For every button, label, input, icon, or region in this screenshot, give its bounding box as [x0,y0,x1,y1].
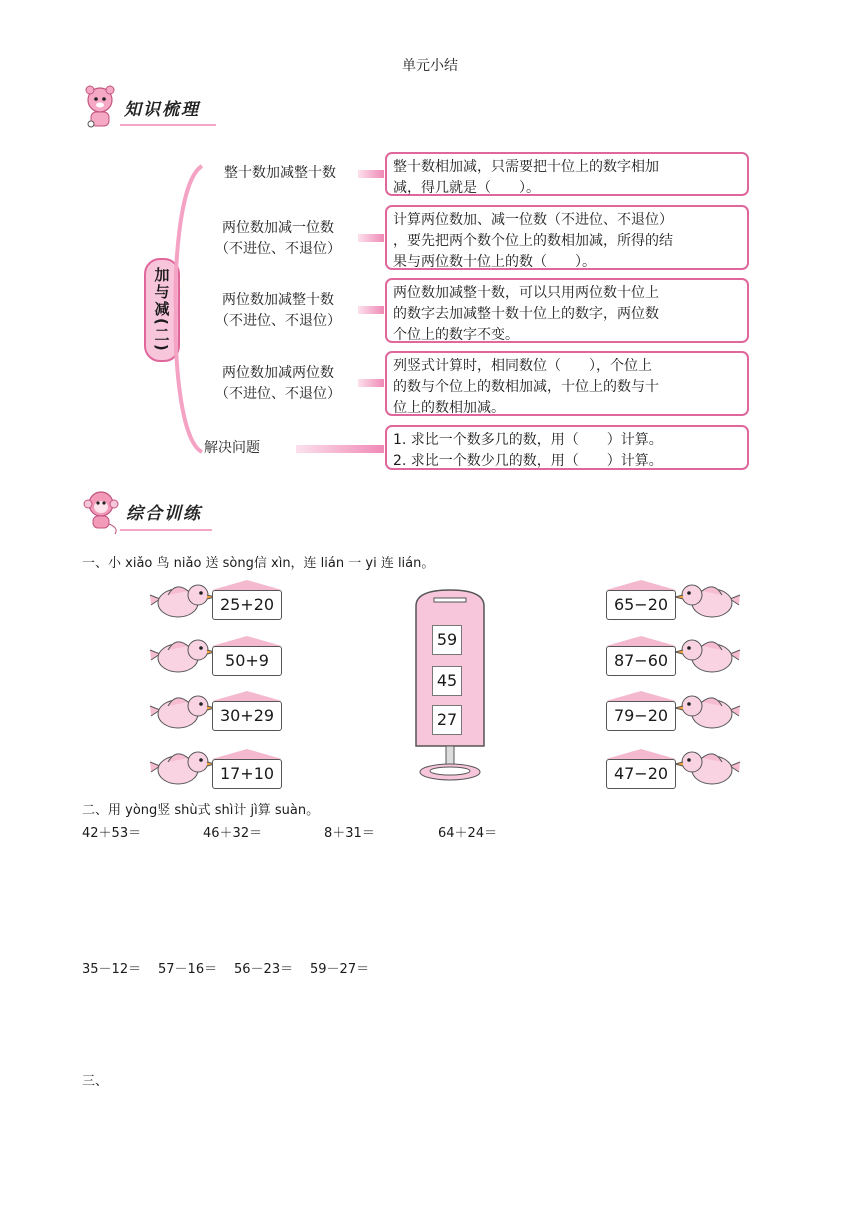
expression-card: 65−20 [606,590,676,620]
page-title: 单元小结 [402,58,458,74]
topic-line: 两位数加减两位数 [222,365,334,381]
connector-arrow [358,234,384,242]
box-line: 减，得几就是（ ）。 [393,180,540,196]
mailbox-number[interactable]: 27 [432,705,462,735]
expression-card: 87−60 [606,646,676,676]
mindmap-content-box [385,278,749,343]
topic-line: （不进位、不退位） [215,241,341,257]
bird-icon [674,575,744,623]
calc-expression: 46＋32＝ [203,826,263,841]
right-card-3[interactable] [606,691,676,731]
bird-left-3 [146,686,216,738]
mailbox-number[interactable]: 45 [432,666,462,696]
topic-line: 解决问题 [204,440,260,456]
mindmap-topic [204,163,356,184]
mindmap-content-box [385,152,749,196]
bird-right-1 [674,575,744,627]
topic-line: 两位数加减一位数 [222,220,334,236]
calc-expression: 35－12＝ [82,962,142,977]
bird-right-2 [674,630,744,682]
box-line: ，要先把两个数个位上的数相加减，所得的结 [393,233,673,249]
box-line: 位上的数相加减。 [393,400,505,416]
section-label: 综合训练 [126,503,202,524]
calc-expression: 42＋53＝ [82,826,142,841]
expression-card: 25+20 [212,590,282,620]
mindmap-content-box [385,205,749,270]
box-line: 个位上的数字不变。 [393,327,519,343]
bird-icon [146,686,216,734]
expression-card: 50+9 [212,646,282,676]
left-card-1[interactable] [212,580,282,620]
calc-expression: 56－23＝ [234,962,294,977]
section-underline [120,529,212,531]
connector-arrow [358,379,384,387]
bird-icon [674,630,744,678]
mindmap-topic [200,363,356,405]
box-line: 的数字去加减整十数十位上的数字，两位数 [393,306,659,322]
mindmap-topic [200,290,356,332]
calc-expression: 59－27＝ [310,962,370,977]
monkey-mascot-icon [80,488,122,534]
mindmap-topic [204,438,284,459]
box-line: 的数与个位上的数相加减，十位上的数与十 [393,379,659,395]
connector-arrow [358,306,384,314]
topic-line: 两位数加减整十数 [222,292,334,308]
question-2-text: 二、用 yòng竖 shù式 shì计 jì算 suàn。 [82,803,320,818]
mindmap-root: 加与减(二) [144,258,180,362]
mindmap-content-box [385,351,749,416]
right-card-4[interactable] [606,749,676,789]
mindmap-content-box [385,425,749,470]
bird-right-3 [674,686,744,738]
box-line: 1. 求比一个数多几的数，用（ ）计算。 [393,432,663,448]
connector-arrow [358,170,384,178]
topic-line: （不进位、不退位） [215,313,341,329]
expression-card: 79−20 [606,701,676,731]
bird-icon [146,742,216,790]
box-line: 列竖式计算时，相同数位（ ），个位上 [393,358,652,374]
bird-left-1 [146,575,216,627]
section-underline [120,124,216,126]
calc-expression: 64＋24＝ [438,826,498,841]
bird-left-2 [146,630,216,682]
right-card-2[interactable] [606,636,676,676]
connector-arrow [296,445,384,453]
bird-left-4 [146,742,216,794]
expression-card: 17+10 [212,759,282,789]
bear-mascot-icon [80,84,120,130]
bird-icon [674,742,744,790]
right-card-1[interactable] [606,580,676,620]
question-1-text: 一、小 xiǎo 鸟 niǎo 送 sòng信 xìn，连 lián 一 yi 连 lián。 [82,556,435,571]
bird-right-4 [674,742,744,794]
question-3-text: 三、 [82,1074,109,1089]
box-line: 计算两位数加、减一位数（不进位、不退位） [393,212,673,228]
box-line: 两位数加减整十数，可以只用两位数十位上 [393,285,659,301]
left-card-4[interactable] [212,749,282,789]
calc-expression: 8＋31＝ [324,826,375,841]
topic-line: 整十数加减整十数 [224,165,336,181]
calc-expression: 57－16＝ [158,962,218,977]
expression-card: 47−20 [606,759,676,789]
mindmap-topic [200,218,356,260]
box-line: 果与两位数十位上的数（ ）。 [393,254,596,270]
section-label: 知识梳理 [124,99,200,120]
bird-icon [146,575,216,623]
topic-line: （不进位、不退位） [215,386,341,402]
mailbox-number[interactable]: 59 [432,625,462,655]
bird-icon [146,630,216,678]
box-line: 2. 求比一个数少几的数，用（ ）计算。 [393,453,663,469]
section-header-training [80,488,202,534]
box-line: 整十数相加减，只需要把十位上的数字相加 [393,159,659,175]
left-card-3[interactable] [212,691,282,731]
bird-icon [674,686,744,734]
expression-card: 30+29 [212,701,282,731]
left-card-2[interactable] [212,636,282,676]
